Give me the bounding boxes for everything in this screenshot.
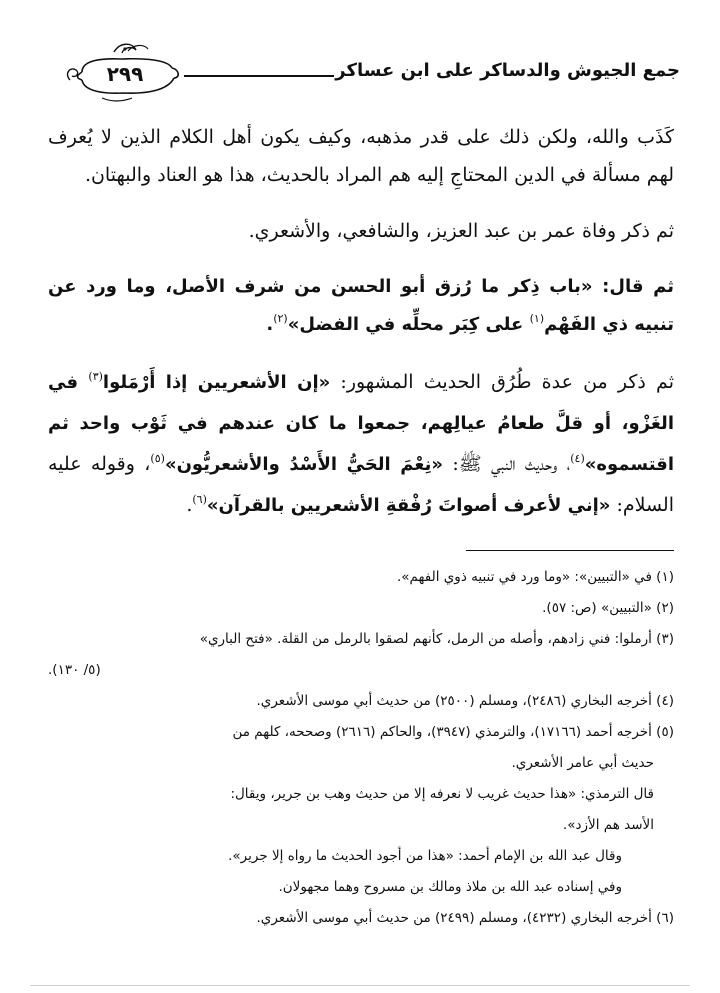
footnote-6: (٦) أخرجه البخاري (٤٢٣٢)، ومسلم (٢٤٩٩) من حديث أبي موسى الأشعري.: [256, 910, 674, 926]
hadith-quote-1b: في الغَزْو، أو قلَّ طعامُ عيالِهم، جمعوا ما كان عندهم في ثَوْب واحد ثم اقتسموه»: [48, 372, 674, 475]
footnotes: [48, 562, 674, 934]
footnote-3: [48, 624, 674, 686]
page-header: [62, 40, 680, 104]
footnote-ref-1: (١): [529, 312, 545, 325]
footnote-ref-4: (٤): [570, 452, 585, 465]
footnote-5-continued: حديث أبي عامر الأشعري.: [511, 755, 654, 771]
hadith-quote-3: «إني لأعرف أصواتَ رُفْقةِ الأشعريين بالقرآن»: [206, 495, 611, 516]
paragraph-1: كَذَب والله، ولكن ذلك على قدر مذهبه، وكيف يكون أهل الكلام الذين لا يُعرف لهم مسألة في الدين المحتاجِ إليه هم المراد بالحديث، هذا هو العناد والبهتان.: [48, 126, 674, 186]
paragraph-3: [48, 268, 674, 344]
footnote-5-tirmidhi-continued: الأسد هم الأزد».: [562, 817, 654, 833]
footnote-3-line-1: (٣) أرملوا: فني زادهم، وأصله من الرمل، كأنهم لصقوا بالرمل من القلة. «فتح الباري»: [199, 631, 674, 647]
paragraph-4-text-b: ، وحديث النبي ﷺ:: [442, 453, 571, 475]
paragraph-4-text-a: ثم ذكر من عدة طُرُق الحديث المشهور:: [330, 371, 674, 393]
hadith-quote-1a: «إن الأشعريين إذا أَرْمَلوا: [102, 372, 331, 393]
footnote-separator: [466, 550, 674, 551]
footnote-5: (٥) أخرجه أحمد (١٧١٦٦)، والترمذي (٣٩٤٧)، والحاكم (٢٦١٦) وصححه، كلهم من: [232, 724, 674, 740]
page-number: ٢٩٩: [106, 62, 144, 86]
paragraph-4-text-d: .: [186, 494, 193, 516]
footnote-ref-5: (٥): [150, 452, 165, 465]
footnote-3-line-2: (٥/ ١٣٠).: [48, 662, 101, 678]
bottom-border: [30, 985, 690, 986]
footnote-ref-6: (٦): [192, 493, 207, 506]
header-rule: [184, 75, 334, 77]
footnote-ref-3: (٣): [88, 370, 103, 383]
footnote-5-abdullah: وقال عبد الله بن الإمام أحمد: «هذا من أجود الحديث ما رواه إلا جرير».: [228, 848, 622, 864]
paragraph-4: [48, 362, 674, 526]
paragraph-3-text-a: ثم قال: «باب ذِكر ما رُزق أبو الحسن من شرف الأصل، وما ورد عن تنبيه ذي الفَهْم: [48, 276, 674, 335]
footnote-1: (١) في «التبيين»: «وما ورد في تنبيه ذوي الفهم».: [397, 569, 674, 585]
footnote-2: (٢) «التبيين» (ص: ٥٧).: [542, 600, 674, 616]
paragraph-3-text-b: على كِبَر محلِّه في الفضل»: [287, 314, 530, 335]
main-text: [48, 118, 674, 544]
footnote-5-tirmidhi: قال الترمذي: «هذا حديث غريب لا نعرفه إلا من حديث وهب بن جرير، ويقال:: [230, 786, 654, 802]
paragraph-2: ثم ذكر وفاة عمر بن عبد العزيز، والشافعي، والأشعري.: [248, 220, 674, 242]
footnote-ref-2: (٢): [273, 312, 288, 325]
paragraph-3-text-c: .: [266, 314, 274, 335]
hadith-quote-2: «نِعْمَ الحَيُّ الأَسْدُ والأشعريُّون»: [164, 454, 443, 475]
running-title: جمع الجيوش والدساكر على ابن عساكر: [335, 60, 680, 81]
footnote-4: (٤) أخرجه البخاري (٢٤٨٦)، ومسلم (٢٥٠٠) من حديث أبي موسى الأشعري.: [256, 693, 674, 709]
footnote-5-isnad: وفي إسناده عبد الله بن ملاذ ومالك بن مسروح وهما مجهولان.: [278, 879, 622, 895]
paragraph-4-text-c: ، وقوله عليه السلام:: [48, 453, 674, 516]
